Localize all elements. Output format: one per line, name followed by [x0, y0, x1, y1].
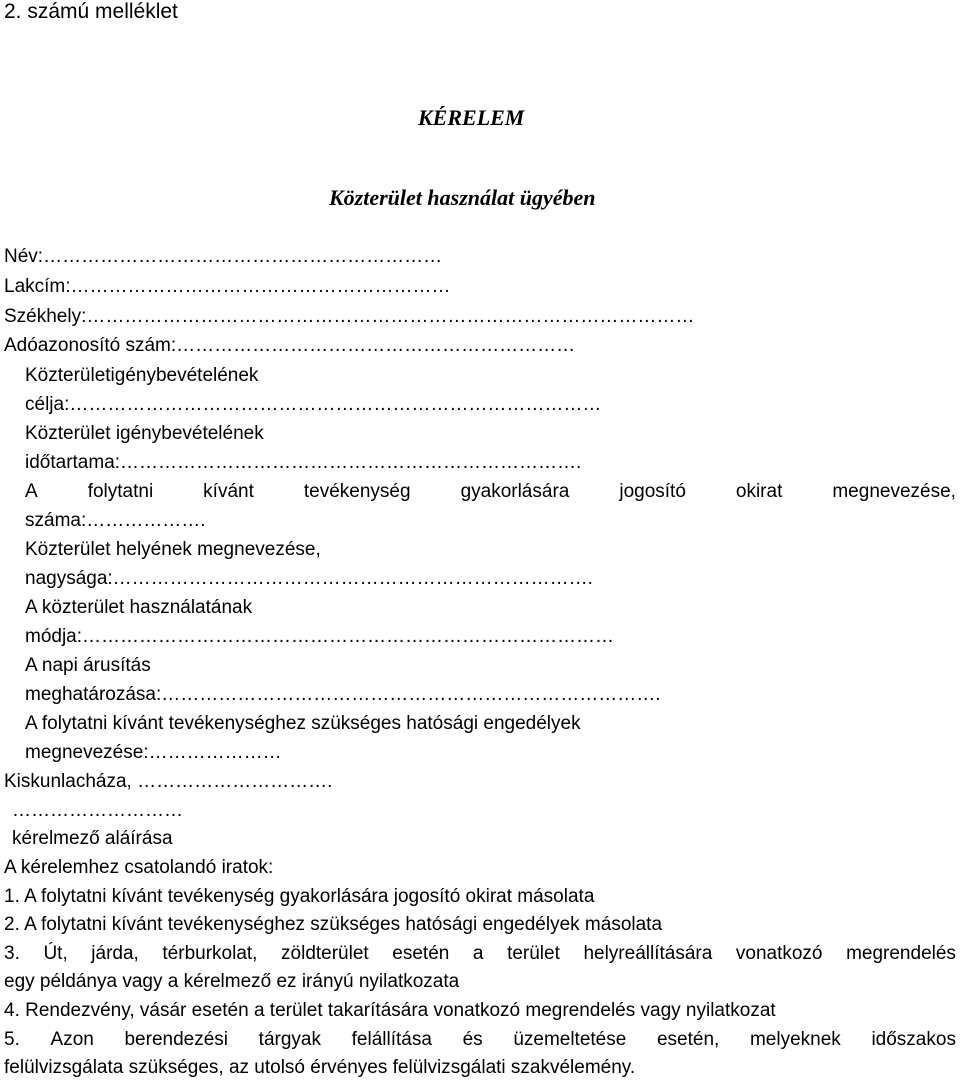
- document-subtitle: Közterület használat ügyében: [329, 185, 596, 210]
- word: melyeknek: [749, 1029, 841, 1050]
- field-purpose: célja:…………………………………………………………………………: [25, 394, 602, 415]
- field-sales-definition: meghatározása:…………………………………………………………………….: [25, 684, 661, 705]
- word: terület: [507, 943, 560, 964]
- attachments-heading: A kérelemhez csatolandó iratok:: [4, 857, 274, 878]
- field-permit-doc-label: [25, 480, 956, 504]
- word: folytatni: [87, 481, 154, 502]
- signature-line: ………………………: [12, 800, 183, 821]
- attachment-item: 2. A folytatni kívánt tevékenységhez szükséges hatósági engedélyek másolata: [4, 914, 663, 935]
- word: megnevezése,: [832, 481, 956, 502]
- signature-label: kérelmező aláírása: [12, 828, 173, 849]
- field-seat: Székhely:……………………………………………………………………………………: [4, 306, 695, 327]
- word: esetén,: [656, 1029, 720, 1050]
- attachment-item-5-line-1: [4, 1028, 956, 1052]
- word: 3.: [4, 943, 20, 964]
- word: Azon: [50, 1029, 94, 1050]
- field-location-label: Közterület helyének megnevezése,: [25, 539, 321, 560]
- attachment-item-3-line-1: [4, 942, 956, 966]
- word: gyakorlására: [460, 481, 570, 502]
- field-address: Lakcím:……………………………………………………: [4, 276, 451, 297]
- field-location-size: nagysága:………………………………………………………………….: [25, 568, 593, 589]
- field-permit-doc-number: száma:……………….: [25, 510, 206, 531]
- word: megrendelés: [846, 943, 956, 964]
- annex-number: 2. számú melléklet: [4, 0, 178, 23]
- field-tax-number: Adóazonosító szám:………………………………………………………: [4, 335, 576, 356]
- attachment-item-3-line-2: egy példánya vagy a kérelmező ez irányú nyilatkozata: [4, 971, 460, 992]
- field-purpose-label: Közterületigénybevételének: [25, 365, 259, 386]
- field-duration: időtartama:……………………………………………………………….: [25, 452, 582, 473]
- word: zöldterület: [281, 943, 369, 964]
- word: felállítása: [351, 1029, 432, 1050]
- word: okirat: [735, 481, 783, 502]
- word: vonatkozó: [735, 943, 823, 964]
- word: a: [472, 943, 484, 964]
- field-authority-permit-name: megnevezése:…………………: [25, 742, 282, 763]
- word: helyreállítására: [583, 943, 713, 964]
- field-sales-label: A napi árusítás: [25, 655, 151, 676]
- document-title: KÉRELEM: [418, 105, 525, 130]
- word: járda,: [91, 943, 139, 964]
- attachment-item-4: 4. Rendezvény, vásár esetén a terület takarítására vonatkozó megrendelés vagy nyilatkozat: [4, 1000, 776, 1021]
- word: 5.: [4, 1029, 20, 1050]
- place-date-line: Kiskunlacháza, ………………………….: [4, 771, 333, 792]
- word: tárgyak: [258, 1029, 321, 1050]
- field-usage-mode: módja:…………………………………………………………………………: [25, 626, 615, 647]
- word: Út,: [43, 943, 68, 964]
- word: időszakos: [871, 1029, 956, 1050]
- field-authority-permit-label: A folytatni kívánt tevékenységhez szükséges hatósági engedélyek: [25, 713, 581, 734]
- attachment-item: 1. A folytatni kívánt tevékenység gyakorlására jogosító okirat másolata: [4, 886, 595, 907]
- word: térburkolat,: [162, 943, 258, 964]
- word: és: [462, 1029, 483, 1050]
- word: A: [25, 481, 38, 502]
- attachment-item-5-line-2: felülvizsgálata szükséges, az utolsó érvényes felülvizsgálati szakvélemény.: [4, 1057, 636, 1078]
- field-usage-label: A közterület használatának: [25, 597, 253, 618]
- word: esetén: [392, 943, 450, 964]
- word: kívánt: [203, 481, 254, 502]
- word: üzemeltetése: [513, 1029, 627, 1050]
- word: berendezési: [124, 1029, 229, 1050]
- word: jogosító: [619, 481, 686, 502]
- field-duration-label: Közterület igénybevételének: [25, 423, 264, 444]
- word: tevékenység: [303, 481, 411, 502]
- field-name: Név:………………………………………………………: [4, 246, 443, 267]
